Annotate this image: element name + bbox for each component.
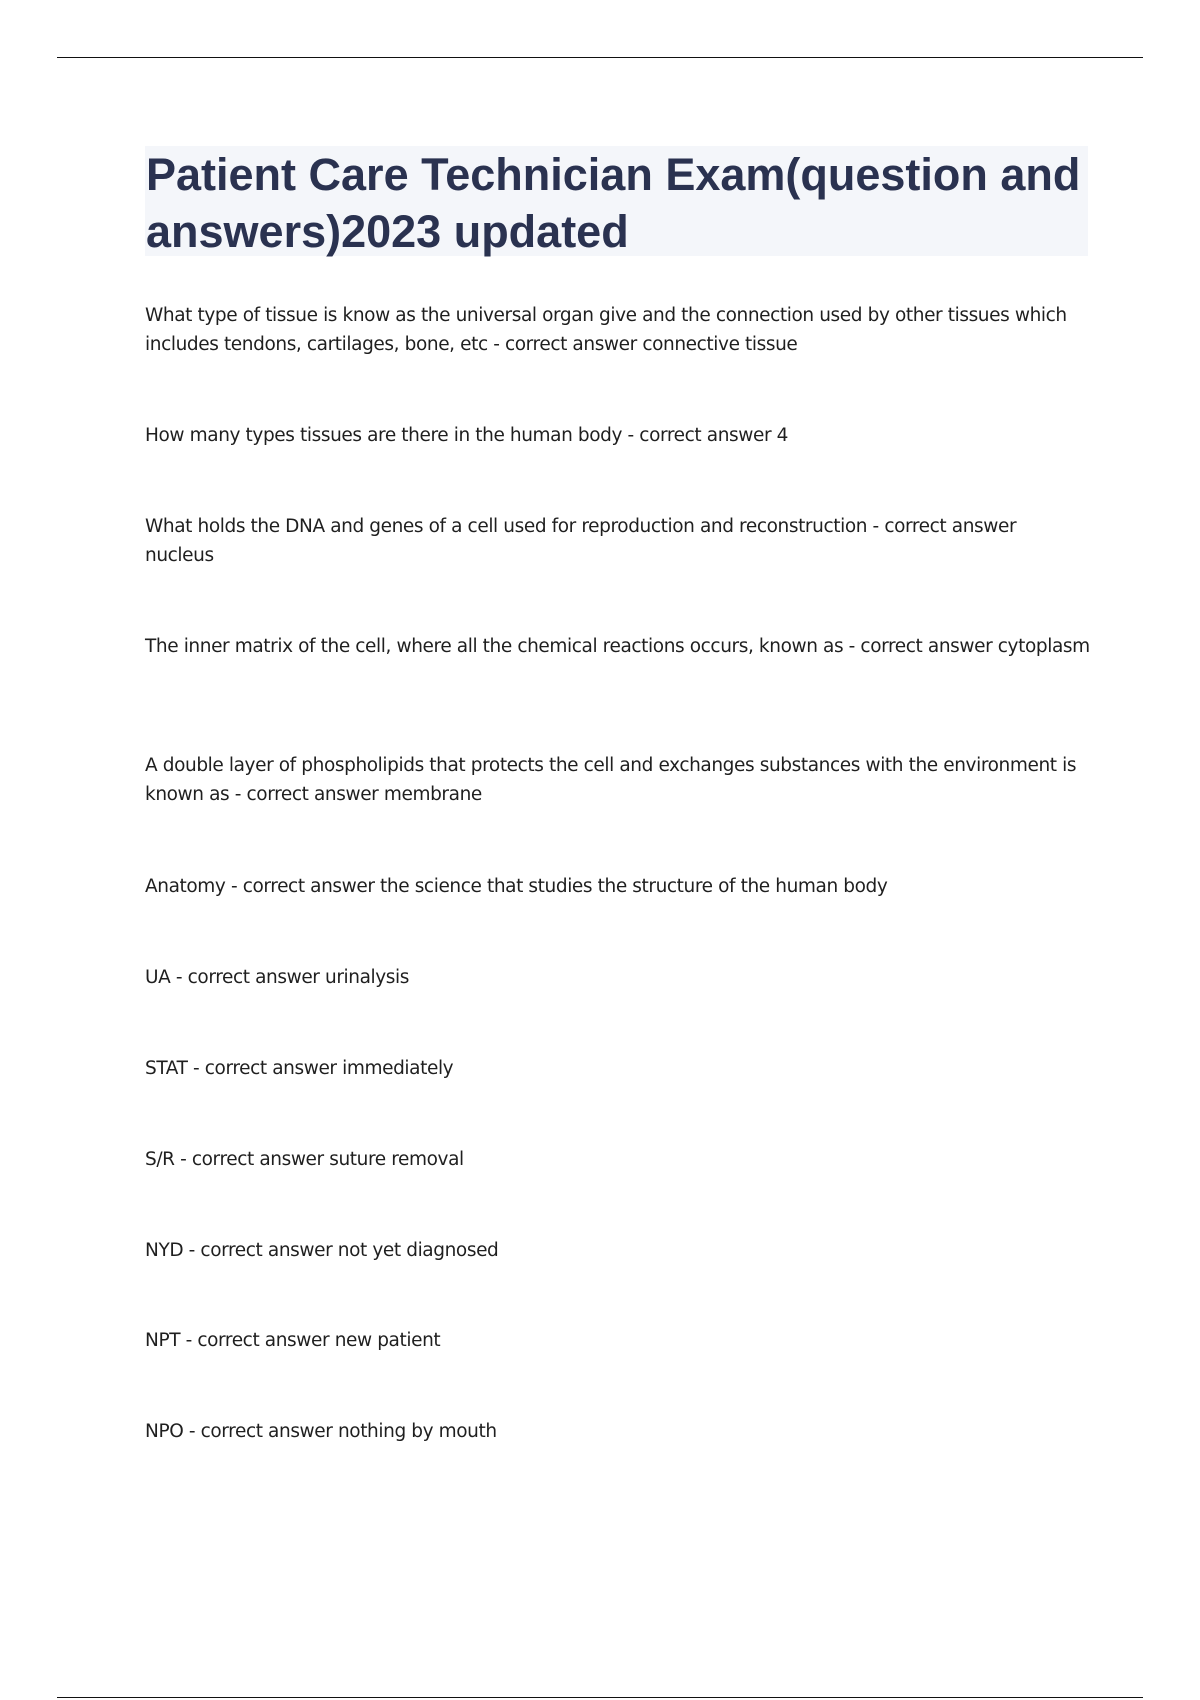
qa-item: What type of tissue is know as the universal organ give and the connection used by other tissues which includes tendons, cartilages, bone, etc - correct answer connective tissue: [145, 305, 1067, 355]
qa-item: The inner matrix of the cell, where all the chemical reactions occurs, known as - correct answer cytoplasm: [145, 636, 1090, 657]
qa-item: UA - correct answer urinalysis: [145, 967, 410, 988]
footer-rule: [57, 1697, 1143, 1698]
title-banner: [145, 146, 1088, 256]
qa-item: Anatomy - correct answer the science that studies the structure of the human body: [145, 876, 888, 897]
qa-item: How many types tissues are there in the human body - correct answer 4: [145, 425, 789, 446]
qa-item: What holds the DNA and genes of a cell used for reproduction and reconstruction - correct answer nucleus: [145, 516, 1017, 566]
qa-item: NYD - correct answer not yet diagnosed: [145, 1240, 499, 1261]
qa-item: NPO - correct answer nothing by mouth: [145, 1421, 497, 1442]
qa-item: S/R - correct answer suture removal: [145, 1149, 464, 1170]
qa-item: NPT - correct answer new patient: [145, 1330, 441, 1351]
header-rule: [57, 57, 1143, 58]
qa-item: A double layer of phospholipids that protects the cell and exchanges substances with the environment is known as - correct answer membrane: [145, 755, 1077, 805]
qa-item: STAT - correct answer immediately: [145, 1058, 454, 1079]
document-title: Patient Care Technician Exam(question and answers)2023 updated: [146, 149, 1081, 257]
